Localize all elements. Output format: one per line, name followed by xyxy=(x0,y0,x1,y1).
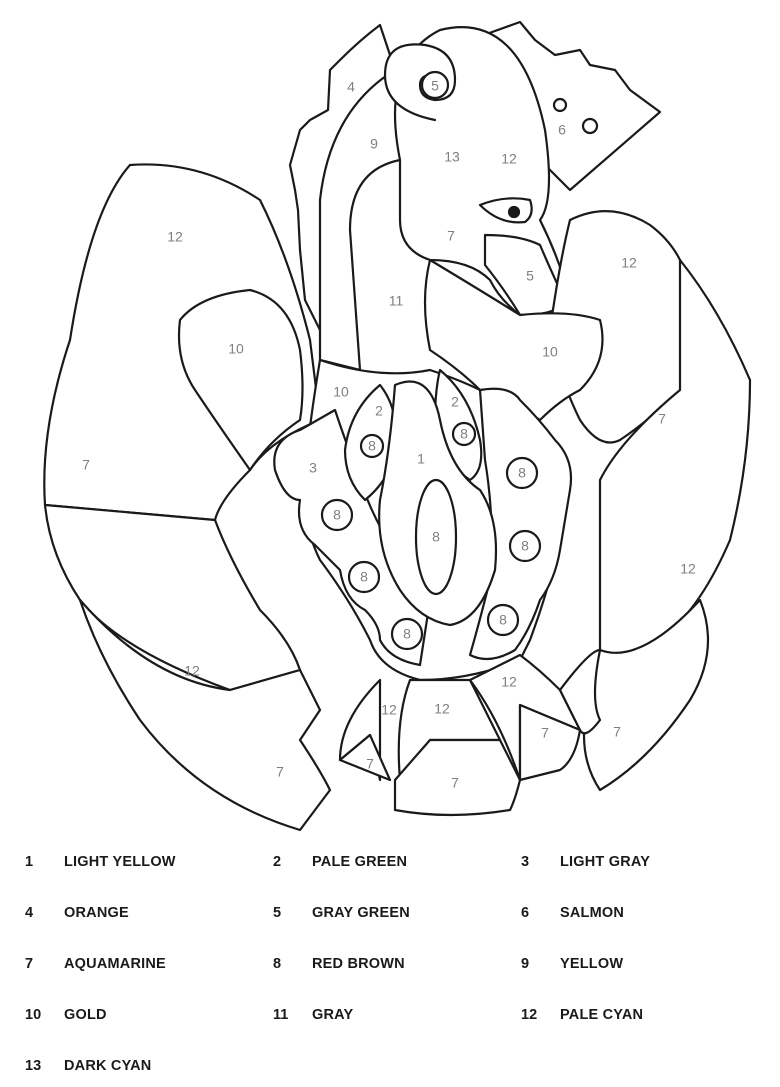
region-number: 5 xyxy=(526,267,534,284)
region-number: 12 xyxy=(501,673,517,690)
region-number: 6 xyxy=(558,121,566,138)
region-number: 10 xyxy=(228,340,244,357)
region-number: 7 xyxy=(82,456,90,473)
region-number: 2 xyxy=(451,393,459,410)
region-number: 9 xyxy=(370,135,378,152)
legend-number: 2 xyxy=(273,854,282,870)
region-number: 13 xyxy=(444,148,460,165)
legend-number: 6 xyxy=(521,905,530,921)
region-number: 8 xyxy=(360,568,368,585)
region-number: 7 xyxy=(276,763,284,780)
legend-number: 5 xyxy=(273,905,282,921)
region-number: 12 xyxy=(501,150,517,167)
legend-number: 8 xyxy=(273,956,282,972)
legend-color-name: GRAY GREEN xyxy=(312,905,410,921)
legend-number: 13 xyxy=(25,1058,42,1074)
legend-number: 10 xyxy=(25,1007,42,1023)
legend-number: 11 xyxy=(273,1007,289,1023)
legend-number: 1 xyxy=(25,854,34,870)
region-number: 8 xyxy=(460,425,468,442)
region-number: 12 xyxy=(167,228,183,245)
region-number: 8 xyxy=(333,506,341,523)
legend-number: 12 xyxy=(521,1007,538,1023)
legend-color-name: LIGHT GRAY xyxy=(560,854,651,870)
region-number: 8 xyxy=(521,537,529,554)
left-wing-lower-region[interactable] xyxy=(45,505,300,690)
region-number: 7 xyxy=(366,755,374,772)
region-number: 11 xyxy=(388,292,404,309)
crest-dot[interactable] xyxy=(554,99,566,111)
region-number: 12 xyxy=(621,254,637,271)
region-number: 8 xyxy=(518,464,526,481)
legend-number: 3 xyxy=(521,854,530,870)
region-number: 7 xyxy=(447,227,455,244)
legend-color-name: LIGHT YELLOW xyxy=(64,854,176,870)
region-number: 8 xyxy=(403,625,411,642)
legend-color-name: AQUAMARINE xyxy=(64,956,166,972)
legend-color-name: SALMON xyxy=(560,905,625,921)
region-number: 1 xyxy=(417,450,425,467)
crest-dot[interactable] xyxy=(583,119,597,133)
region-number: 12 xyxy=(184,662,200,679)
region-number: 3 xyxy=(309,459,317,476)
legend-number: 4 xyxy=(25,905,34,921)
legend-number: 9 xyxy=(521,956,530,972)
region-number: 8 xyxy=(499,611,507,628)
legend-color-name: ORANGE xyxy=(64,905,129,921)
region-number: 7 xyxy=(451,774,459,791)
region-number: 7 xyxy=(541,724,549,741)
region-number: 4 xyxy=(347,78,355,95)
region-number: 12 xyxy=(381,701,397,718)
region-number: 7 xyxy=(658,410,666,427)
region-number: 7 xyxy=(613,723,621,740)
region-number: 2 xyxy=(375,402,383,419)
region-number: 5 xyxy=(431,77,439,94)
region-number: 12 xyxy=(680,560,696,577)
legend-color-name: GOLD xyxy=(64,1007,107,1023)
legend-color-name: DARK CYAN xyxy=(64,1058,152,1074)
eye-pupil xyxy=(509,207,519,217)
region-number: 8 xyxy=(368,437,376,454)
legend-color-name: PALE GREEN xyxy=(312,854,408,870)
legend-color-name: YELLOW xyxy=(560,956,624,972)
legend-number: 7 xyxy=(25,956,34,972)
legend-color-name: PALE CYAN xyxy=(560,1007,644,1023)
region-number: 10 xyxy=(542,343,558,360)
color-legend xyxy=(0,840,780,1087)
region-number: 10 xyxy=(333,383,349,400)
region-number: 12 xyxy=(434,700,450,717)
legend-color-name: RED BROWN xyxy=(312,956,405,972)
region-number: 8 xyxy=(432,528,440,545)
legend-color-name: GRAY xyxy=(312,1007,354,1023)
